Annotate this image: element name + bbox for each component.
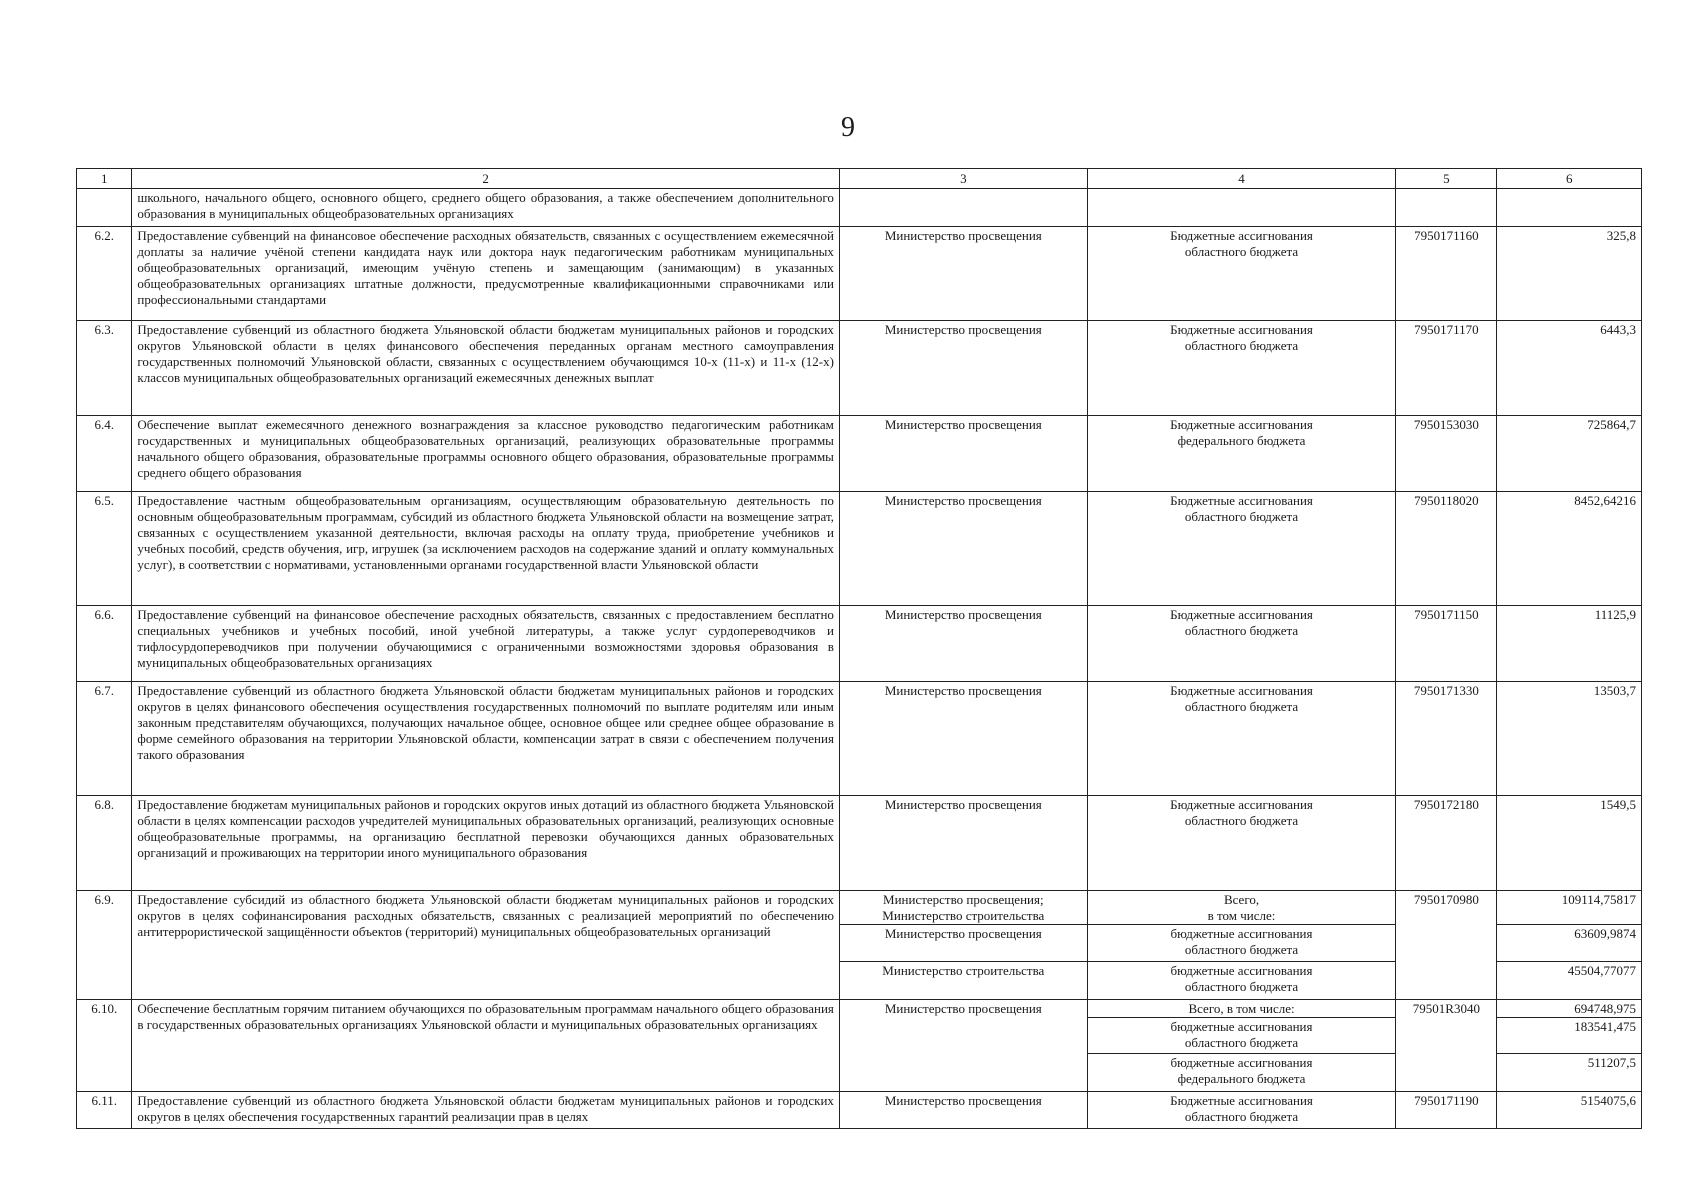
table-row	[77, 416, 1642, 492]
row-number: 6.5.	[77, 492, 132, 606]
row-funding-source	[1087, 682, 1396, 796]
table-row	[77, 492, 1642, 606]
row-code: 7950153030	[1396, 416, 1497, 492]
row-code: 7950171330	[1396, 682, 1497, 796]
funding-source-line: Бюджетные ассигнования	[1170, 797, 1313, 812]
row-funding-source	[1087, 1092, 1396, 1129]
table-row	[77, 1000, 1642, 1018]
column-header: 6	[1497, 169, 1642, 189]
funding-source-line: бюджетные ассигнования	[1170, 1019, 1313, 1034]
funding-source-line: Бюджетные ассигнования	[1170, 493, 1313, 508]
row-description: Предоставление субвенций на финансовое обеспечение расходных обязательств, связанных с предоставлением бесплатно специальных учебников и учебных пособий, иной учебной литературы, а также услуг сурдопереводчиков и тифлосурдопереводчиков при получении обучающимися с ограниченными возможностями здоровья образования в муниципальных общеобразовательных организациях	[132, 606, 840, 682]
row-number: 6.4.	[77, 416, 132, 492]
row-code: 7950171170	[1396, 321, 1497, 416]
column-header-row	[77, 169, 1642, 189]
funding-source-line: областного бюджета	[1184, 623, 1299, 638]
table-row	[77, 682, 1642, 796]
funding-source-line: областного бюджета	[1184, 979, 1299, 994]
row-number: 6.6.	[77, 606, 132, 682]
row-organization: Министерство просвещения	[839, 321, 1087, 416]
row-description: Предоставление субвенций из областного бюджета Ульяновской области бюджетам муниципальных районов и городских округов Ульяновской области в целях финансового обеспечения переданных органам местного самоуправления государственных полномочий Ульяновской области, связанных с осуществлением обучающимся 10-х (11-х) и 11-х (12-х) классов муниципальных общеобразовательных организаций ежемесячных денежных выплат	[132, 321, 840, 416]
row-amount: 8452,64216	[1497, 492, 1642, 606]
row-amount: 511207,5	[1497, 1054, 1642, 1092]
row-organization: Министерство просвещения	[839, 925, 1087, 962]
row-organization	[839, 189, 1087, 227]
row-code: 7950171150	[1396, 606, 1497, 682]
row-description: Обеспечение выплат ежемесячного денежного вознаграждения за классное руководство педагогическим работникам государственных и муниципальных общеобразовательных организаций, реализующих образовательные программы начального общего образования, образовательные программы основного общего образования, образовательные программы среднего общего образования	[132, 416, 840, 492]
row-number: 6.2.	[77, 227, 132, 321]
row-description: Предоставление частным общеобразовательным организациям, осуществляющим образовательную деятельность по основным общеобразовательным программам, субсидий из областного бюджета Ульяновской области на возмещение затрат, связанных с осуществлением указанной деятельности, включая расходы на оплату труда, приобретение учебников и учебных пособий, средств обучения, игр, игрушек (за исключением расходов на содержание зданий и оплату коммунальных услуг), в соответствии с нормативами, установленными органами государственной власти Ульяновской области	[132, 492, 840, 606]
funding-source-line: областного бюджета	[1184, 244, 1299, 259]
row-organization: Министерство просвещения	[839, 227, 1087, 321]
table-row	[77, 321, 1642, 416]
row-organization: Министерство просвещения	[839, 682, 1087, 796]
row-code: 7950118020	[1396, 492, 1497, 606]
organization-line: Министерство просвещения;	[883, 892, 1044, 907]
funding-source-line: Бюджетные ассигнования	[1170, 1093, 1313, 1108]
row-code: 7950170980	[1396, 891, 1497, 1000]
row-description: Предоставление бюджетам муниципальных районов и городских округов иных дотаций из областного бюджета Ульяновской области в целях компенсации расходов учредителей муниципальных образовательных организаций, реализующих основные общеобразовательные программы, на организацию бесплатной перевозки обучающихся данных образовательных организаций и проживающих на территории иного муниципального образования	[132, 796, 840, 891]
row-number: 6.8.	[77, 796, 132, 891]
row-funding-source	[1087, 606, 1396, 682]
row-description: Предоставление субвенций из областного бюджета Ульяновской области бюджетам муниципальных районов и городских округов в целях финансового обеспечения осуществления государственных полномочий по выплате родителям или иным законным представителям обучающихся, получающих начальное общее, основное общее или среднее общее образование в форме семейного образования на территории Ульяновской области, компенсации затрат в связи с обеспечением получения такого образования	[132, 682, 840, 796]
organization-line: Министерство строительства	[882, 908, 1045, 923]
funding-source-line: областного бюджета	[1184, 699, 1299, 714]
row-organization: Министерство строительства	[839, 962, 1087, 1000]
row-funding-source	[1087, 227, 1396, 321]
table-row	[77, 796, 1642, 891]
row-amount: 63609,9874	[1497, 925, 1642, 962]
row-amount: 109114,75817	[1497, 891, 1642, 925]
row-amount: 45504,77077	[1497, 962, 1642, 1000]
row-description: Предоставление субвенций на финансовое обеспечение расходных обязательств, связанных с осуществлением ежемесячной доплаты за наличие учёной степени кандидата наук или доктора наук педагогическим работникам муниципальных общеобразовательных организаций, имеющим учёную степень и замещающим (занимающим) в указанных общеобразовательных организациях штатные должности, предусмотренные квалификационными справочниками или профессиональными стандартами	[132, 227, 840, 321]
row-amount	[1497, 189, 1642, 227]
funding-source-line: Бюджетные ассигнования	[1170, 417, 1313, 432]
row-funding-source	[1087, 962, 1396, 1000]
row-amount: 5154075,6	[1497, 1092, 1642, 1129]
column-header: 5	[1396, 169, 1497, 189]
table-row	[77, 227, 1642, 321]
column-header: 4	[1087, 169, 1396, 189]
row-amount: 725864,7	[1497, 416, 1642, 492]
row-amount: 694748,975	[1497, 1000, 1642, 1018]
row-funding-source: Всего, в том числе:	[1087, 1000, 1396, 1018]
page-number: 9	[841, 112, 855, 143]
row-organization	[839, 891, 1087, 925]
row-number: 6.3.	[77, 321, 132, 416]
row-funding-source	[1087, 796, 1396, 891]
row-organization: Министерство просвещения	[839, 492, 1087, 606]
row-funding-source	[1087, 891, 1396, 925]
funding-source-line: областного бюджета	[1184, 509, 1299, 524]
row-number: 6.7.	[77, 682, 132, 796]
row-funding-source	[1087, 925, 1396, 962]
row-amount: 325,8	[1497, 227, 1642, 321]
row-amount: 6443,3	[1497, 321, 1642, 416]
table-row-continuation	[77, 189, 1642, 227]
funding-source-line: федерального бюджета	[1177, 1071, 1306, 1086]
row-organization: Министерство просвещения	[839, 1000, 1087, 1092]
row-number: 6.10.	[77, 1000, 132, 1092]
row-funding-source	[1087, 416, 1396, 492]
funding-source-line: областного бюджета	[1184, 1109, 1299, 1124]
funding-source-line: областного бюджета	[1184, 1035, 1299, 1050]
row-description: Предоставление субвенций из областного бюджета Ульяновской области бюджетам муниципальных районов и городских округов в целях обеспечения государственных гарантий реализации прав в целях	[132, 1092, 840, 1129]
budget-table	[76, 168, 1642, 1129]
row-number: 6.9.	[77, 891, 132, 1000]
funding-source-line: областного бюджета	[1184, 813, 1299, 828]
row-funding-source	[1087, 492, 1396, 606]
funding-source-line: областного бюджета	[1184, 942, 1299, 957]
row-amount: 183541,475	[1497, 1018, 1642, 1054]
funding-source-line: Бюджетные ассигнования	[1170, 228, 1313, 243]
row-funding-source	[1087, 1054, 1396, 1092]
row-description: школьного, начального общего, основного общего, среднего общего образования, а также обеспечением дополнительного образования в муниципальных общеобразовательных организациях	[132, 189, 840, 227]
row-code	[1396, 189, 1497, 227]
column-header: 2	[132, 169, 840, 189]
table-row	[77, 891, 1642, 925]
row-organization: Министерство просвещения	[839, 416, 1087, 492]
row-number: 6.11.	[77, 1092, 132, 1129]
table-row	[77, 1092, 1642, 1129]
funding-source-line: Всего,	[1223, 892, 1260, 907]
row-amount: 11125,9	[1497, 606, 1642, 682]
column-header: 3	[839, 169, 1087, 189]
row-code: 7950171190	[1396, 1092, 1497, 1129]
row-funding-source	[1087, 189, 1396, 227]
row-funding-source	[1087, 1018, 1396, 1054]
row-organization: Министерство просвещения	[839, 1092, 1087, 1129]
column-header: 1	[77, 169, 132, 189]
row-organization: Министерство просвещения	[839, 606, 1087, 682]
funding-source-line: в том числе:	[1207, 908, 1276, 923]
funding-source-line: Бюджетные ассигнования	[1170, 322, 1313, 337]
row-description: Обеспечение бесплатным горячим питанием обучающихся по образовательным программам начального общего образования в государственных образовательных организациях Ульяновской области и муниципальных образовательных организациях	[132, 1000, 840, 1092]
row-code: 7950171160	[1396, 227, 1497, 321]
row-funding-source	[1087, 321, 1396, 416]
funding-source-line: Бюджетные ассигнования	[1170, 683, 1313, 698]
table-row	[77, 606, 1642, 682]
funding-source-line: федерального бюджета	[1177, 433, 1306, 448]
funding-source-line: областного бюджета	[1184, 338, 1299, 353]
row-code: 79501R3040	[1396, 1000, 1497, 1092]
row-amount: 13503,7	[1497, 682, 1642, 796]
row-code: 7950172180	[1396, 796, 1497, 891]
row-organization: Министерство просвещения	[839, 796, 1087, 891]
funding-source-line: бюджетные ассигнования	[1170, 963, 1313, 978]
row-description: Предоставление субсидий из областного бюджета Ульяновской области бюджетам муниципальных районов и городских округов в целях софинансирования расходных обязательств, связанных с реализацией мероприятий по обеспечению антитеррористической защищённости объектов (территорий) муниципальных общеобразовательных организаций	[132, 891, 840, 1000]
row-amount: 1549,5	[1497, 796, 1642, 891]
funding-source-line: бюджетные ассигнования	[1170, 926, 1313, 941]
funding-source-line: бюджетные ассигнования	[1170, 1055, 1313, 1070]
funding-source-line: Бюджетные ассигнования	[1170, 607, 1313, 622]
row-number	[77, 189, 132, 227]
